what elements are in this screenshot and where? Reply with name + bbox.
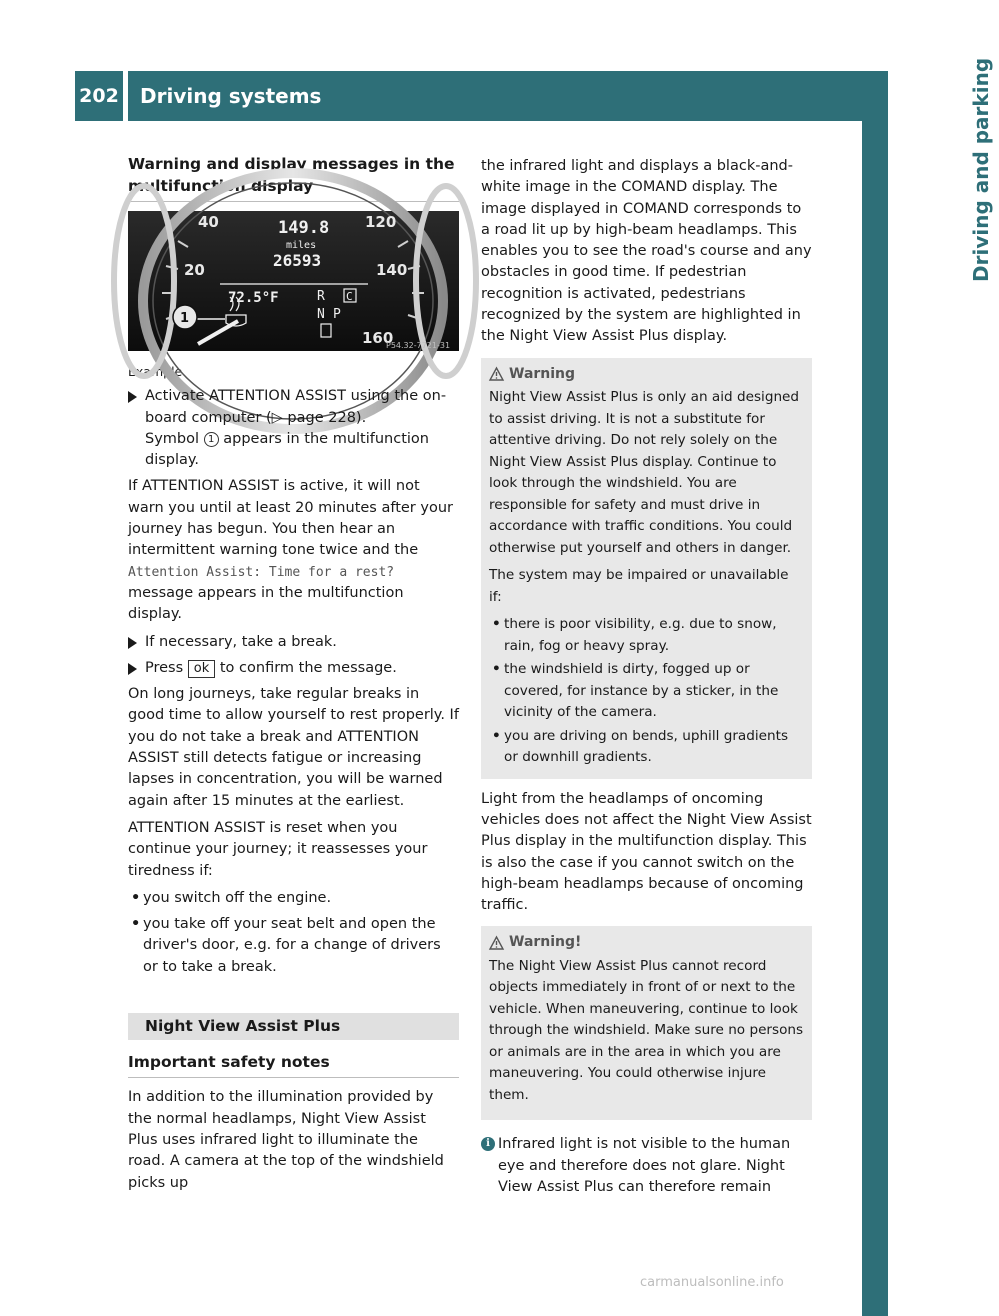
dashboard-image — [128, 211, 459, 351]
warning-triangle-icon — [489, 367, 504, 381]
subheading-safety-notes: Important safety notes — [128, 1051, 459, 1078]
info-note: i Infrared light is not visible to the human eye and therefore does not glare. Night View Assist Plus can therefore remain — [481, 1134, 812, 1198]
trip-unit: miles — [286, 240, 317, 251]
paragraph-infrared: the infrared light and displays a black-and-white image in the COMAND display. The image displayed in COMAND corresponds to a road lit up by high-beam headlamps. This enables you to see the road's course and any obstacles in good time. If pedestrian recognition is activated, pedestrians recognized by the system are highlighted in the Night View Assist Plus display. — [481, 158, 812, 345]
paragraph-oncoming-light: Light from the headlamps of oncoming vehicles does not affect the Night View Assist Plus display in the multifunction display. This is also the case if you cannot switch on the high-beam headlamps because of oncoming traffic. — [481, 790, 812, 914]
display-message: Attention Assist: Time for a rest? — [128, 564, 395, 580]
step-arrow-icon — [128, 391, 137, 403]
ok-key-icon: ok — [188, 660, 215, 678]
list-item: • the windshield is dirty, fogged up or covered, for instance by a sticker, in the vicinity of the camera. — [492, 661, 779, 721]
warning-box: Warning Night View Assist Plus is only an aid designed to assist driving. It is not a substitute for attentive driving. Do not rely solely on the Night View Assist Plus display. Continue to look through the windshield. You are responsible for safety and must drive in accordance with traffic conditions. You could otherwise put yourself and others in danger. The system may be impaired or unavailable if: • there is poor visibility, e.g. due to snow, rain, fog or heavy spray. • the windshield is dirty, fogged up or covered, for instance by a sticker, in the vicinity of the camera. • you are driving on bends, uphill gradients or downhill gradients. — [481, 358, 812, 779]
paragraph-attention-active: If ATTENTION ASSIST is active, it will not warn you until at least 20 minutes after your journey has begun. You then hear an intermittent warning tone twice and the Attention Assist: Time for a rest? message appears in the multifunction display. — [128, 478, 453, 623]
right-column — [481, 156, 812, 1198]
outside-temperature: 72.5°F — [228, 290, 279, 306]
paragraph-reset: ATTENTION ASSIST is reset when you continue your journey; it reassesses your tiredness if: — [128, 819, 428, 879]
speed-20: 20 — [184, 261, 205, 279]
paragraph-night-view-intro: In addition to the illumination provided by the normal headlamps, Night View Assist Plus uses infrared light to illuminate the road. A camera at the top of the windshield picks up — [128, 1089, 444, 1191]
list-item: • there is poor visibility, e.g. due to snow, rain, fog or heavy spray. — [492, 616, 777, 654]
gear-p: P — [333, 307, 341, 322]
page-number: 202 — [75, 71, 123, 121]
speed-160: 160 — [362, 329, 394, 347]
side-label-wrap — [890, 0, 993, 400]
image-caption: Example — [128, 364, 183, 379]
section-bar-night-view: Night View Assist Plus — [128, 1013, 459, 1040]
footer-watermark: carmanualsonline.info — [640, 1275, 784, 1290]
side-label: Driving and parking — [969, 57, 993, 282]
step-arrow-icon — [128, 663, 137, 675]
list-item: • you take off your seat belt and open the driver's door, e.g. for a change of drivers or to take a break. — [131, 916, 441, 975]
gear-c: C — [346, 290, 353, 303]
speed-140: 140 — [376, 261, 408, 279]
side-tab — [862, 121, 888, 1316]
symbol-1-icon: 1 — [204, 432, 219, 447]
warning-title: Warning — [489, 364, 804, 386]
odometer: 26593 — [273, 251, 322, 270]
gear-n: N — [317, 307, 325, 322]
info-icon: i — [481, 1137, 495, 1151]
list-item: • you switch off the engine. — [131, 889, 332, 906]
instrument-cluster-illustration — [128, 211, 459, 351]
speed-40: 40 — [198, 213, 219, 231]
warning-title: Warning! — [489, 932, 804, 954]
gear-r: R — [317, 289, 325, 304]
left-column — [128, 153, 459, 1200]
callout-1: 1 — [180, 311, 190, 326]
trip-value: 149.8 — [278, 218, 330, 238]
step-arrow-icon — [128, 637, 137, 649]
warning-triangle-icon — [489, 936, 504, 950]
section-heading: Warning and display messages in the multifunction display — [128, 153, 459, 202]
warning-box-2: Warning! The Night View Assist Plus cannot record objects immediately in front of or next to the vehicle. When maneuvering, continue to look through the windshield. Make sure no persons or animals are in the area in which you are maneuvering. You could otherwise injure them. — [481, 926, 812, 1120]
paragraph-long-journeys: On long journeys, take regular breaks in good time to allow yourself to rest properly. If you do not take a break and ATTENTION ASSIST still detects fatigue or increasing lapses in concentration, you will be warned again after 15 minutes at the earliest. — [128, 686, 459, 809]
step-take-break: If necessary, take a break. — [128, 632, 459, 653]
section-title: Driving systems — [128, 71, 888, 121]
image-code: P54.32-7721-31 — [386, 341, 451, 350]
step-press-ok: Press ok to confirm the message. — [128, 658, 459, 679]
step-activate: Activate ATTENTION ASSIST using the on-board computer (▷ page 228). Symbol 1 appears in the multifunction display. — [128, 386, 459, 471]
list-item: • you are driving on bends, uphill gradients or downhill gradients. — [492, 727, 789, 766]
speed-120: 120 — [365, 213, 397, 231]
